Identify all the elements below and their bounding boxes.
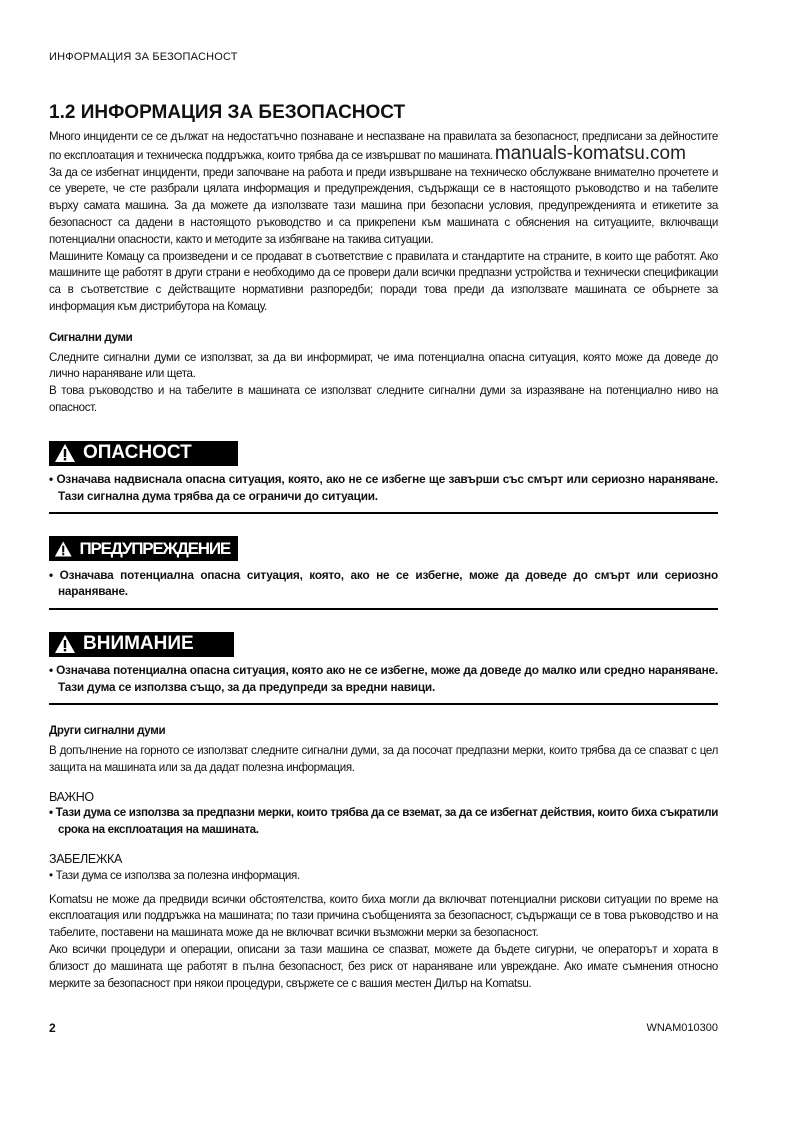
signal-words-heading: Сигнални думи bbox=[49, 330, 133, 344]
other-paragraph: В допълнение на горното се използват следните сигнални думи, за да посочат предпазни мерки, които трябва да се спазват с цел защита на машината или за да дадат полезна информация. bbox=[49, 744, 718, 774]
closing-paragraph: Ако всички процедури и операции, описани за тази машина се спазват, можете да бъдете сигурни, че операторът и хората в близост до машината ще работят в пълна безопасност, без риск от нараняване или увреждане. Ако имате съмнения относно мерките за безопасност при някои процедури, свържете се с вашия местен Дилър на Komatsu. bbox=[49, 943, 718, 990]
signal-words-section bbox=[49, 330, 718, 417]
warning-text: Означава потенциална опасна ситуация, която, ако не се избегне, може да доведе до смърт или сериозно нараняване. bbox=[58, 567, 718, 599]
intro-section bbox=[49, 129, 718, 316]
divider bbox=[49, 512, 718, 514]
warning-triangle-icon bbox=[54, 539, 72, 559]
caution-label: ВНИМАНИЕ bbox=[83, 633, 194, 655]
caution-description bbox=[49, 662, 718, 695]
other-signal-words-section bbox=[49, 723, 718, 992]
other-heading: Други сигнални думи bbox=[49, 724, 166, 738]
signal-words-paragraph: В това ръководство и на табелите в машината се използват следните сигнални думи за изразяване на потенциално ниво на опасност. bbox=[49, 384, 718, 414]
signal-warning bbox=[49, 536, 718, 610]
intro-paragraph: За да се избегнат инциденти, преди започване на работа и преди извършване на техническо обслужване внимателно прочетете и се уверете, че сте разбрали цялата информация и предупреждения, съдържащи се в настоящото ръководство и на табелите върху самата машина. За да можете да използвате тази машина при безопасни условия, предупрежденията и етикетите за безопасност са дадени в настоящото ръководство и са прикрепени към машината с обяснения на ситуациите, включващи потенциални опасности, както и методите за избягване на такива ситуации. bbox=[49, 165, 718, 246]
important-text bbox=[49, 805, 718, 839]
footer bbox=[49, 1020, 718, 1036]
page-number: 2 bbox=[49, 1021, 56, 1036]
bullet: • bbox=[49, 806, 53, 820]
running-header: ИНФОРМАЦИЯ ЗА БЕЗОПАСНОСТ bbox=[49, 51, 238, 63]
note-label: ЗАБЕЛЕЖКА bbox=[49, 852, 122, 867]
warning-triangle-icon bbox=[54, 634, 76, 654]
divider bbox=[49, 703, 718, 705]
danger-label: ОПАСНОСТ bbox=[83, 442, 192, 464]
intro-paragraph: Машините Комацу са произведени и се продават в съответствие с правилата и стандартите на страните, в които ще работят. Ако машините ще работят в други страни е необходимо да се провери дали всички предпазни устройства и технически спецификации са в съответствие с действащите нормативни разпоредби; поради това преди да използвате машината се обърнете за информация към дистрибутора на Комацу. bbox=[49, 249, 718, 313]
danger-badge bbox=[49, 441, 238, 466]
warning-badge bbox=[49, 536, 238, 561]
intro-paragraph bbox=[49, 129, 718, 165]
watermark: manuals-komatsu.com bbox=[494, 142, 686, 164]
page-title: 1.2 ИНФОРМАЦИЯ ЗА БЕЗОПАСНОСТ bbox=[49, 102, 406, 123]
warning-triangle-icon bbox=[54, 443, 76, 463]
intro-text: Много инциденти се се дължат на недостатъчно познаване и неспазване на правилата за безопасност, предписани за дейностите по експлоатация и техническа поддръжка, които трябва да се извършват по машината. bbox=[49, 130, 718, 162]
signal-danger bbox=[49, 441, 718, 515]
bullet: • bbox=[49, 472, 53, 487]
warning-label: ПРЕДУПРЕЖДЕНИЕ bbox=[79, 538, 230, 558]
note-description: Тази дума се използва за полезна информация. bbox=[55, 868, 300, 882]
important-description: Тази дума се използва за предпазни мерки, които трябва да се вземат, за да се избегнат действия, които биха съкратили срока на експлоатация на машината. bbox=[55, 806, 719, 837]
closing-paragraph: Komatsu не може да предвиди всички обстоятелства, които биха могли да включват потенциални рискови ситуации по време на експлоатация или поддръжка на машината; по тази причина съобщенията за безопасност, съдържащи се в това ръководство и на табелите, поставени на машината може да не включват всички възможни мерки за безопасност. bbox=[49, 892, 718, 940]
danger-description bbox=[49, 471, 718, 504]
caution-text: Означава потенциална опасна ситуация, която ако не се избегне, може да доведе до малко или средно нараняване. Тази дума се използва също, за да предупреди за вредни навици. bbox=[56, 663, 718, 694]
danger-text: Означава надвиснала опасна ситуация, която, ако не се избегне ще завърши със смърт или сериозно нараняване. Тази сигнална дума трябва да се ограничи до ситуации. bbox=[56, 472, 718, 503]
important-label: ВАЖНО bbox=[49, 789, 94, 804]
note-text bbox=[49, 868, 718, 885]
caution-badge bbox=[49, 632, 234, 657]
document-code: WNAM010300 bbox=[646, 1022, 718, 1035]
divider bbox=[49, 608, 718, 610]
bullet: • bbox=[49, 567, 53, 582]
bullet: • bbox=[49, 663, 53, 678]
bullet: • bbox=[49, 868, 53, 882]
signal-words-paragraph: Следните сигнални думи се използват, за да ви информират, че има потенциална опасна ситуация, която може да доведе до лично нараняване или щета. bbox=[49, 350, 718, 381]
signal-caution bbox=[49, 632, 718, 706]
warning-description bbox=[49, 567, 718, 600]
